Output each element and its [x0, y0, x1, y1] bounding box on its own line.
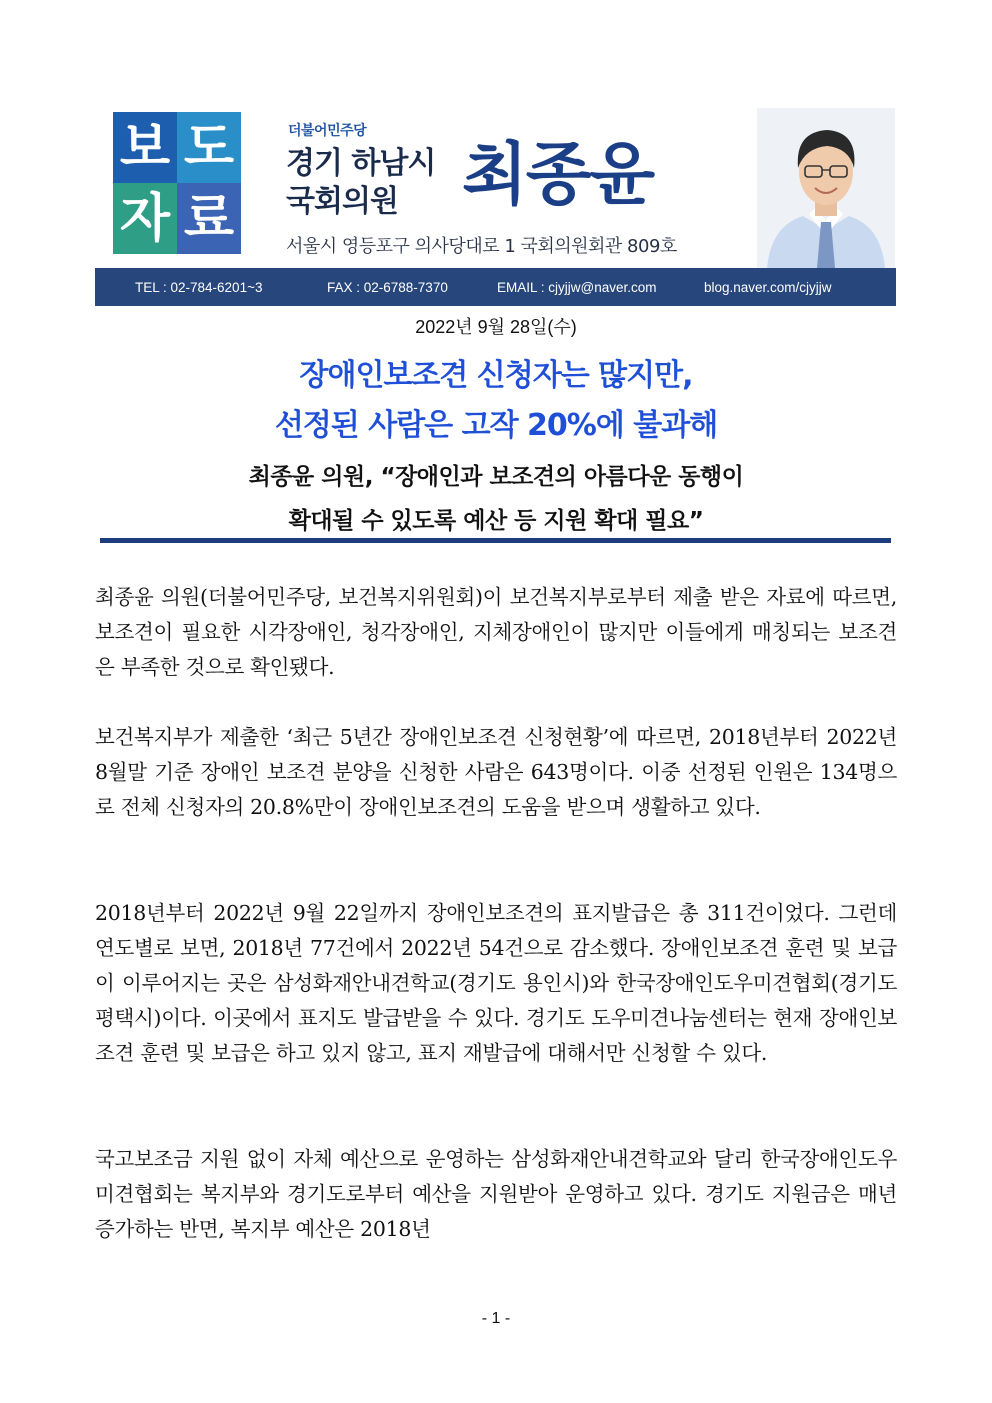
office-address: 서울시 영등포구 의사당대로 1 국회의원회관 809호	[286, 236, 677, 257]
contact-tel: TEL : 02-784-6201~3	[135, 279, 263, 295]
subheadline-line: 확대될 수 있도록 예산 등 지원 확대 필요”	[288, 508, 704, 534]
body-paragraph: 2018년부터 2022년 9월 22일까지 장애인보조견의 표지발급은 총 311건이었다. 그런데 연도별로 보면, 2018년 77건에서 2022년 54건으로 감소했다. 장애인보조견 훈련 및 보급이 이루어지는 곳은 삼성화재안내견학교(경기도 용인시)와 한국장애인도우미견협회(경기도 평택시)이다. 이곳에서 표지도 발급받을 수 있다. 경기도 도우미견나눔센터는 현재 장애인보조견 훈련 및 보급은 하고 있지 않고, 표지 재발급에 대해서만 신청할 수 있다.	[95, 901, 897, 1065]
press-release-badge	[113, 112, 241, 254]
member-region	[286, 145, 435, 221]
contact-blog[interactable]: blog.naver.com/cjyjjw	[704, 279, 832, 295]
party-name: 더불어민주당	[288, 123, 367, 139]
badge-char: 보	[113, 112, 177, 183]
release-date: 2022년 9월 28일(수)	[415, 317, 577, 337]
headline-line: 선정된 사람은 고작 20%에 불과해	[274, 408, 718, 443]
badge-char: 료	[177, 183, 241, 254]
page-number: - 1 -	[481, 1310, 511, 1327]
title-line: 국회의원	[286, 184, 398, 219]
badge-char: 도	[177, 112, 241, 183]
member-name: 최종윤	[462, 136, 654, 215]
divider	[100, 538, 891, 543]
badge-char: 자	[113, 183, 177, 254]
body-paragraph: 국고보조금 지원 없이 자체 예산으로 운영하는 삼성화재안내견학교와 달리 한국장애인도우미견협회는 복지부와 경기도로부터 예산을 지원받아 운영하고 있다. 경기도 지원금은 매년 증가하는 반면, 복지부 예산은 2018년	[95, 1147, 897, 1241]
body-paragraph: 보건복지부가 제출한 ‘최근 5년간 장애인보조견 신청현황’에 따르면, 2018년부터 2022년 8월말 기준 장애인 보조견 분양을 신청한 사람은 643명이다. 이중 선정된 인원은 134명으로 전체 신청자의 20.8%만이 장애인보조견의 도움을 받으며 생활하고 있다.	[95, 725, 897, 819]
portrait-image	[757, 108, 895, 268]
region-line: 경기 하남시	[286, 146, 436, 181]
subheadline-line: 최종윤 의원, “장애인과 보조견의 아름다운 동행이	[248, 464, 744, 490]
contact-bar	[95, 268, 896, 306]
headline-line: 장애인보조견 신청자는 많지만,	[299, 358, 693, 393]
contact-email[interactable]: EMAIL : cjyjjw@naver.com	[497, 279, 657, 295]
member-portrait	[757, 108, 895, 268]
body-paragraph: 최종윤 의원(더불어민주당, 보건복지위원회)이 보건복지부로부터 제출 받은 자료에 따르면, 보조견이 필요한 시각장애인, 청각장애인, 지체장애인이 많지만 이들에게 매칭되는 보조견은 부족한 것으로 확인됐다.	[95, 585, 897, 679]
contact-fax: FAX : 02-6788-7370	[327, 279, 448, 295]
